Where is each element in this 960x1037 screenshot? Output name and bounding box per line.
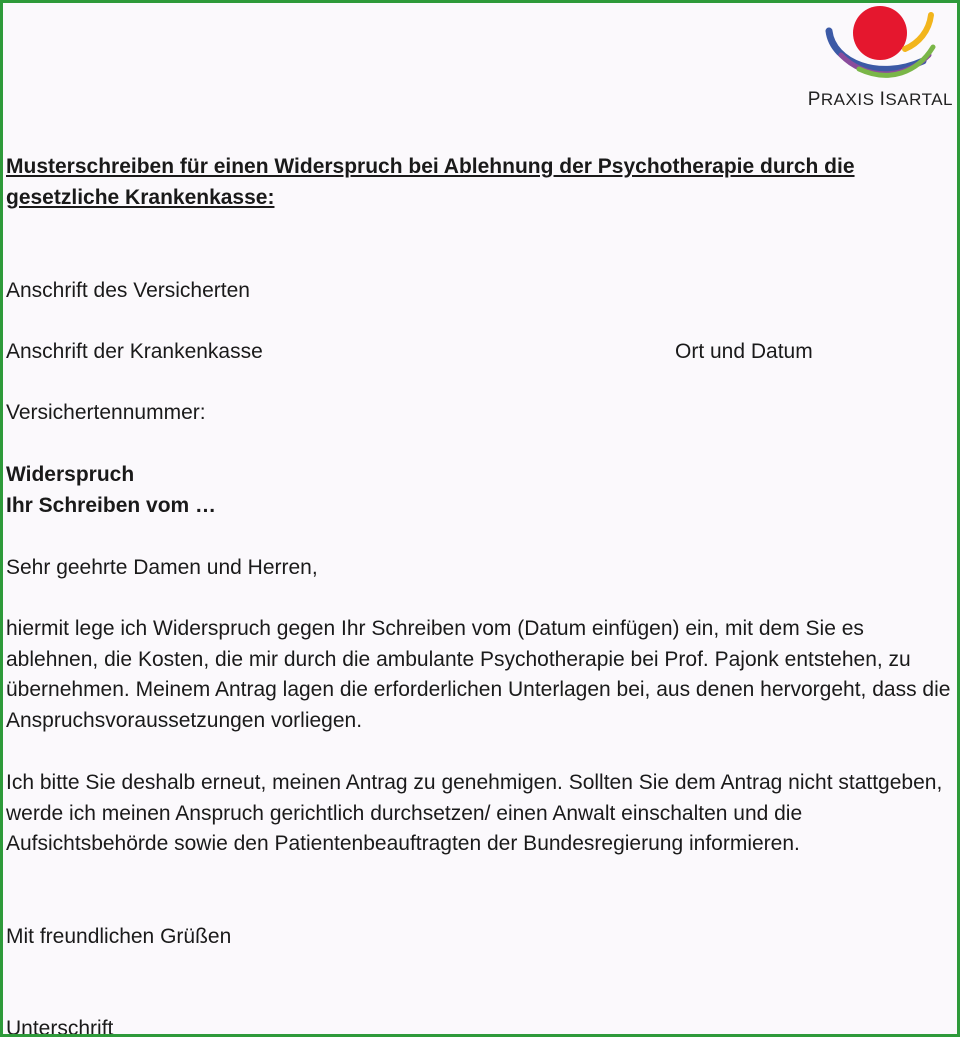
logo-wordmark: PRAXIS ISARTAL [807, 89, 953, 110]
praxis-isartal-logo [807, 3, 953, 111]
signature-label: Unterschrift [6, 1017, 114, 1037]
closing: Mit freundlichen Grüßen [6, 925, 232, 948]
salutation: Sehr geehrte Damen und Herren, [6, 556, 318, 579]
body-paragraph-1: hiermit lege ich Widerspruch gegen Ihr Schreiben vom (Datum einfügen) ein, mit dem Sie es ablehnen, die Kosten, die mir durch die ambulante Psychotherapie bei Prof. Pajonk entstehen, zu übernehmen. Meinem Antrag lagen die erforderlichen Unterlagen bei, aus denen hervorgeht, dass die Anspruchsvoraussetzungen vorliegen. [6, 617, 951, 733]
recipient-address: Anschrift der Krankenkasse [6, 340, 263, 363]
insurance-number-label: Versichertennummer: [6, 401, 206, 424]
letter-heading: Musterschreiben für einen Widerspruch bei Ablehnung der Psychotherapie durch die gesetzliche Krankenkasse: [6, 155, 855, 209]
sun-arcs-icon [819, 3, 939, 87]
place-date: Ort und Datum [675, 340, 813, 363]
body-paragraph-2: Ich bitte Sie deshalb erneut, meinen Antrag zu genehmigen. Sollten Sie dem Antrag nicht stattgeben, werde ich meinen Anspruch gerichtlich durchsetzen/ einen Anwalt einschalten und die Aufsichtsbehörde sowie den Patientenbeauftragten der Bundesregierung informieren. [6, 771, 943, 856]
sender-address: Anschrift des Versicherten [6, 279, 250, 302]
subject-reference: Ihr Schreiben vom … [6, 494, 217, 517]
subject-line: Widerspruch [6, 463, 135, 486]
